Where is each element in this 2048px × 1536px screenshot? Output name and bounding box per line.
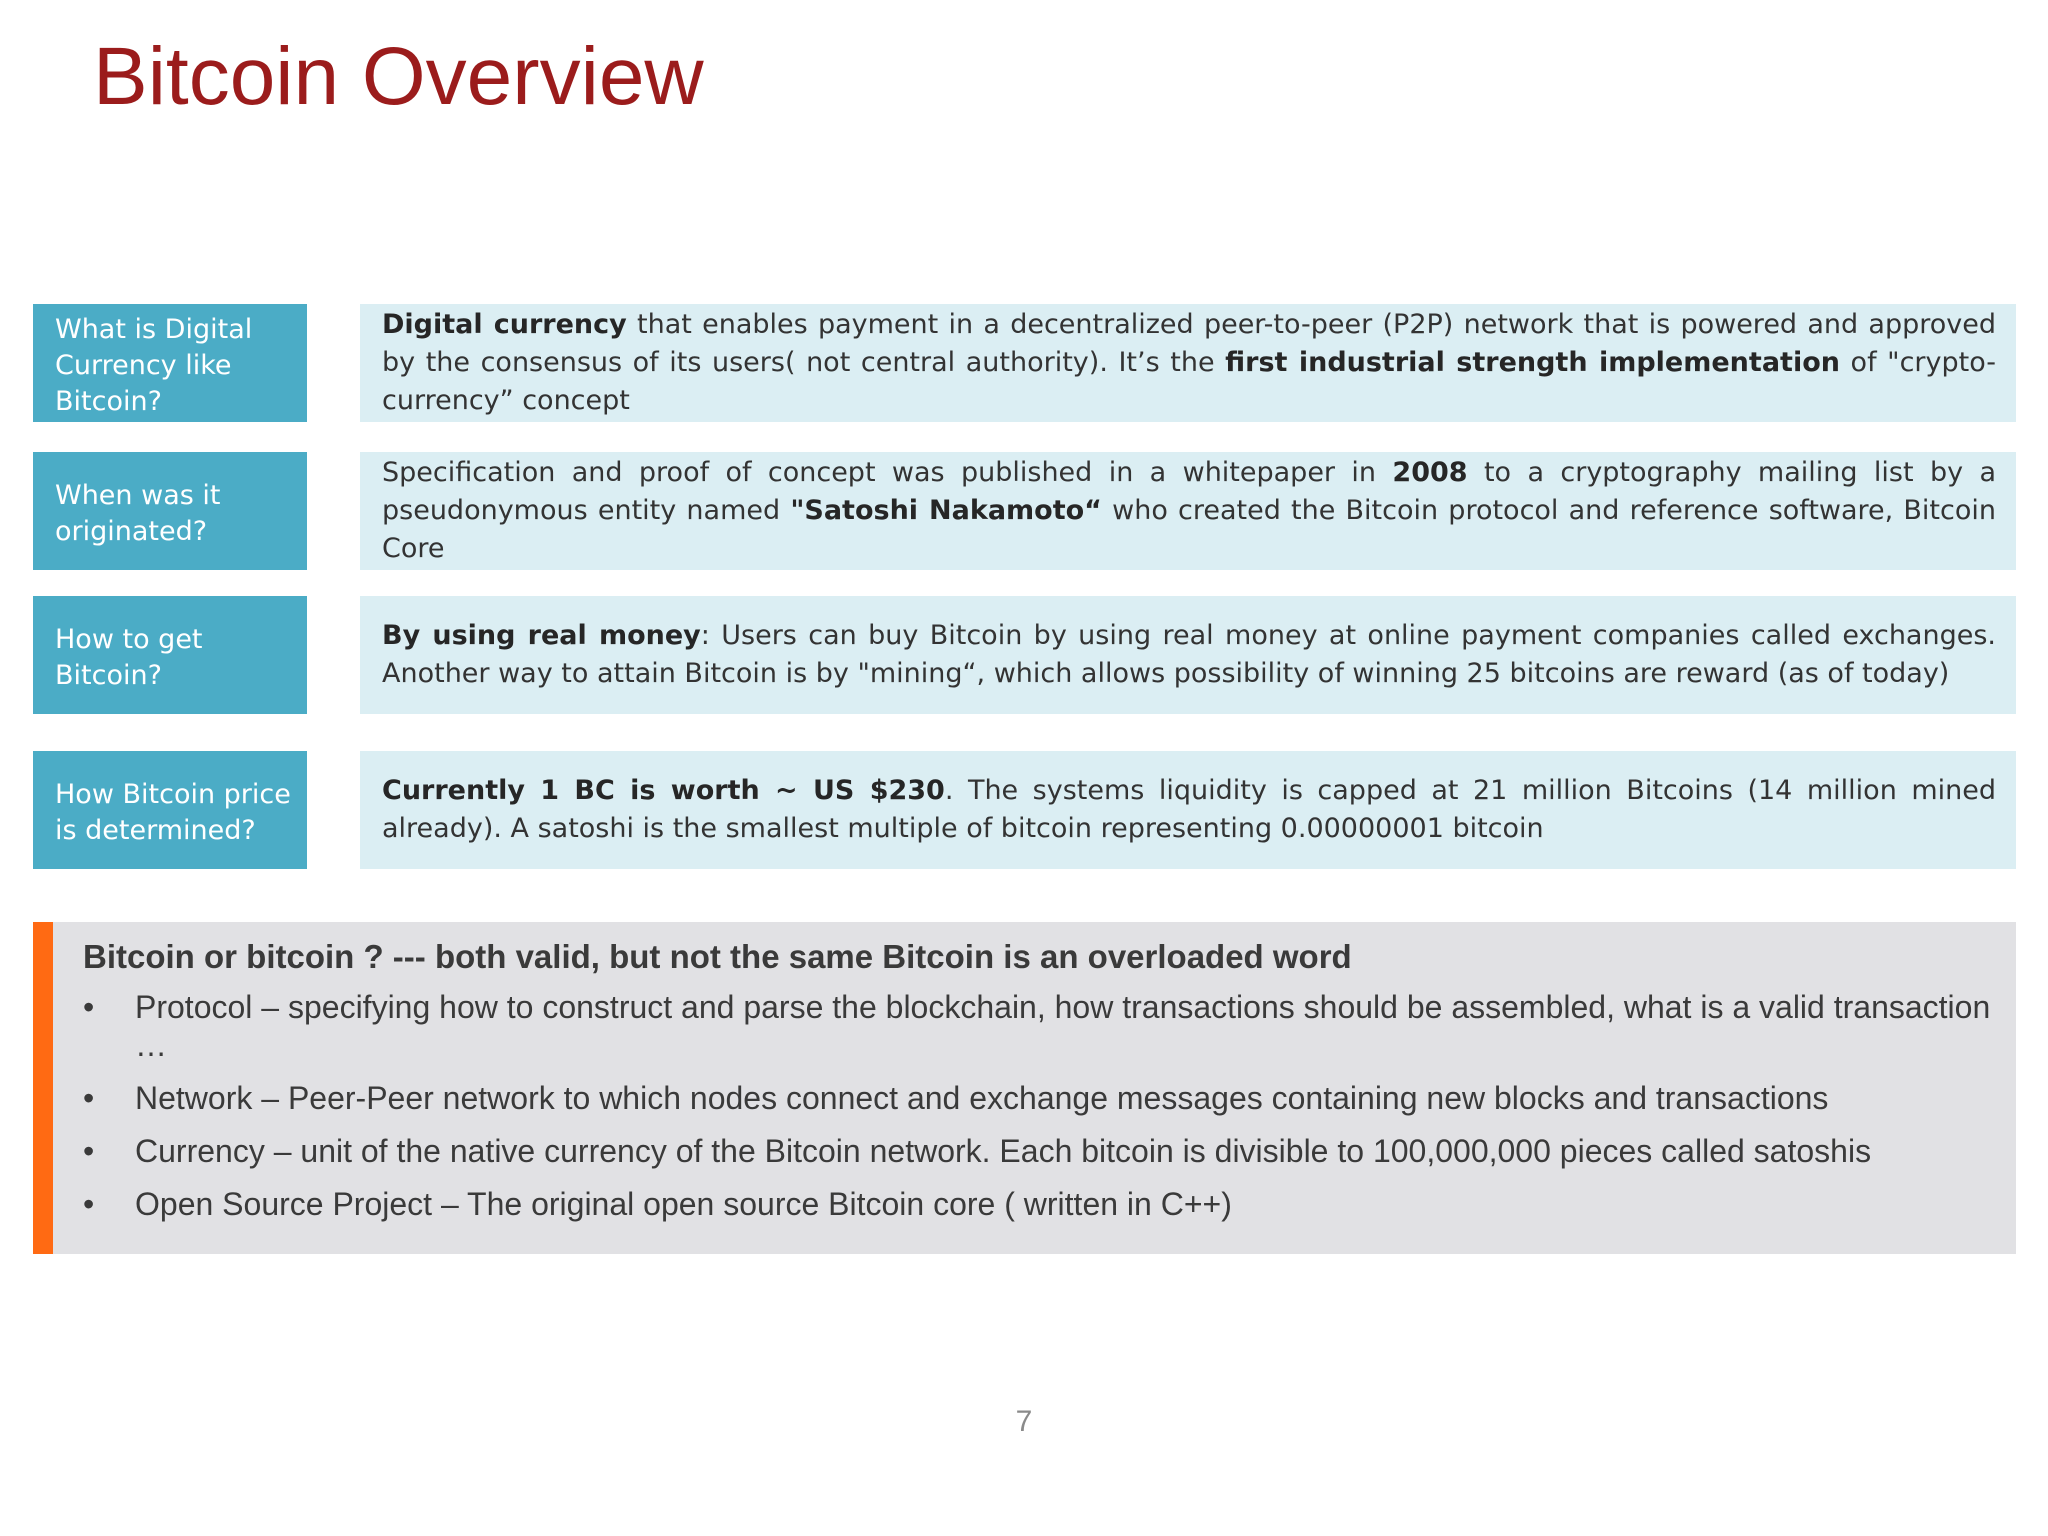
list-item bbox=[83, 988, 1993, 1064]
answer-box bbox=[360, 751, 2016, 869]
answer-box bbox=[360, 452, 2016, 570]
text-run: who created the Bitcoin protocol and reference software, Bitcoin Core bbox=[382, 495, 1996, 564]
text-run: : Users can buy Bitcoin by using real money at online payment companies called exchanges. Another way to attain Bitcoin is by "mining“, which allows possibility of winning 25 bitcoins are reward (as of today) bbox=[382, 620, 1996, 689]
answer-text bbox=[382, 772, 1996, 848]
note-heading: Bitcoin or bitcoin ? --- both valid, but not the same Bitcoin is an overloaded word bbox=[83, 938, 1352, 975]
question-box bbox=[33, 596, 307, 714]
bullet-text: Protocol – specifying how to construct and parse the blockchain, how transactions should be assembled, what is a valid transaction … bbox=[135, 989, 1991, 1063]
bold-text-run: Digital currency bbox=[382, 309, 627, 340]
question-text: How Bitcoin price is determined? bbox=[55, 779, 291, 846]
overloaded-word-note bbox=[33, 922, 2016, 1254]
bold-text-run: Currently 1 BC is worth ~ US $230 bbox=[382, 775, 945, 806]
bullet-icon: • bbox=[83, 1186, 95, 1222]
question-box bbox=[33, 304, 307, 422]
bullet-text: Open Source Project – The original open source Bitcoin core ( written in C++) bbox=[135, 1186, 1232, 1222]
answer-box bbox=[360, 596, 2016, 714]
answer-box bbox=[360, 304, 2016, 422]
bold-text-run: "Satoshi Nakamoto“ bbox=[790, 495, 1102, 526]
list-item bbox=[83, 1132, 1993, 1170]
note-bullet-list bbox=[83, 988, 1993, 1238]
text-run: that enables payment in a decentralized peer-to-peer (P2P) network that is powered and approved by the consensus of its users( not central authority). It’s the bbox=[382, 309, 1996, 378]
qa-row-price bbox=[33, 751, 2016, 869]
qa-row-origin bbox=[33, 452, 2016, 570]
bullet-text: Network – Peer-Peer network to which nodes connect and exchange messages containing new blocks and transactions bbox=[135, 1080, 1829, 1116]
text-run: to a cryptography mailing list by a pseudonymous entity named bbox=[382, 457, 1996, 526]
text-run: Specification and proof of concept was published in a whitepaper in bbox=[382, 457, 1393, 488]
answer-text bbox=[382, 617, 1996, 693]
bullet-icon: • bbox=[83, 989, 95, 1025]
question-text: What is Digital Currency like Bitcoin? bbox=[55, 314, 253, 417]
qa-row-acquire bbox=[33, 596, 2016, 714]
note-accent-bar bbox=[33, 922, 53, 1254]
bullet-icon: • bbox=[83, 1080, 95, 1116]
slide-title: Bitcoin Overview bbox=[93, 31, 704, 122]
question-box bbox=[33, 751, 307, 869]
bold-text-run: 2008 bbox=[1392, 457, 1468, 488]
question-text: When was it originated? bbox=[55, 480, 221, 547]
question-text: How to get Bitcoin? bbox=[55, 624, 203, 691]
answer-text bbox=[382, 454, 1996, 568]
text-run: . The systems liquidity is capped at 21 million Bitcoins (14 million mined already). A satoshi is the smallest multiple of bitcoin representing 0.00000001 bitcoin bbox=[382, 775, 1996, 844]
list-item bbox=[83, 1079, 1993, 1117]
answer-text bbox=[382, 306, 1996, 420]
list-item bbox=[83, 1185, 1993, 1223]
bullet-icon: • bbox=[83, 1133, 95, 1169]
page-number: 7 bbox=[1015, 1405, 1033, 1438]
bold-text-run: first industrial strength implementation bbox=[1225, 347, 1840, 378]
text-run: of "crypto-currency” concept bbox=[382, 347, 1996, 416]
question-box bbox=[33, 452, 307, 570]
bold-text-run: By using real money bbox=[382, 620, 701, 651]
qa-row-definition bbox=[33, 304, 2016, 422]
bullet-text: Currency – unit of the native currency of the Bitcoin network. Each bitcoin is divisible to 100,000,000 pieces called satoshis bbox=[135, 1133, 1872, 1169]
